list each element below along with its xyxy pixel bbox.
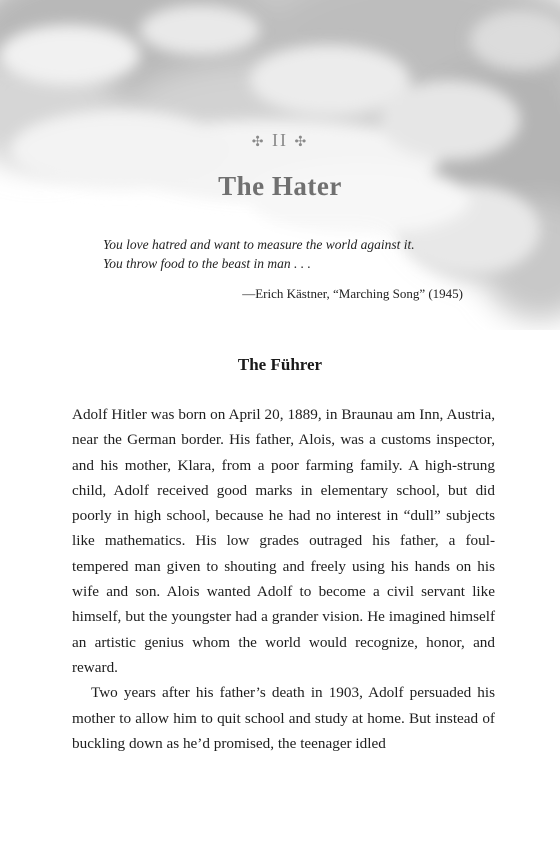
cloud-background xyxy=(0,0,560,330)
epigraph-line: You throw food to the beast in man . . . xyxy=(103,256,311,271)
ornament-right-icon: ✣ xyxy=(294,135,309,150)
epigraph xyxy=(103,235,503,273)
paragraph: Adolf Hitler was born on April 20, 1889, in Braunau am Inn, Austria, near the German border. His father, Alois, was a customs inspector, and his mother, Klara, from a poor farming family. A high-strung child, Adolf received good marks in elementary school, but did poorly in high school, because he had no interest in “dull” subjects like mathematics. His low grades outraged his father, a foul-tempered man given to shouting and freely using his hands on his wife and son. Alois wanted Adolf to become a civil servant like himself, but the youngster had a grander vision. He imagined himself an artistic genius whom the world would recognize, honor, and reward. xyxy=(72,406,495,676)
ornament-left-icon: ✣ xyxy=(251,135,266,150)
epigraph-line: You love hatred and want to measure the world against it. xyxy=(103,237,415,252)
paragraph: Two years after his father’s death in 1903, Adolf persuaded his mother to allow him to quit school and study at home. But instead of buckling down as he’d promised, the teenager idled xyxy=(72,684,495,752)
epigraph-attribution: —Erich Kästner, “Marching Song” (1945) xyxy=(242,286,463,301)
chapter-number xyxy=(0,130,560,151)
chapter-numeral: II xyxy=(272,130,288,150)
chapter-title: The Hater xyxy=(218,171,342,201)
body-text xyxy=(72,402,495,756)
section-heading: The Führer xyxy=(237,355,323,374)
